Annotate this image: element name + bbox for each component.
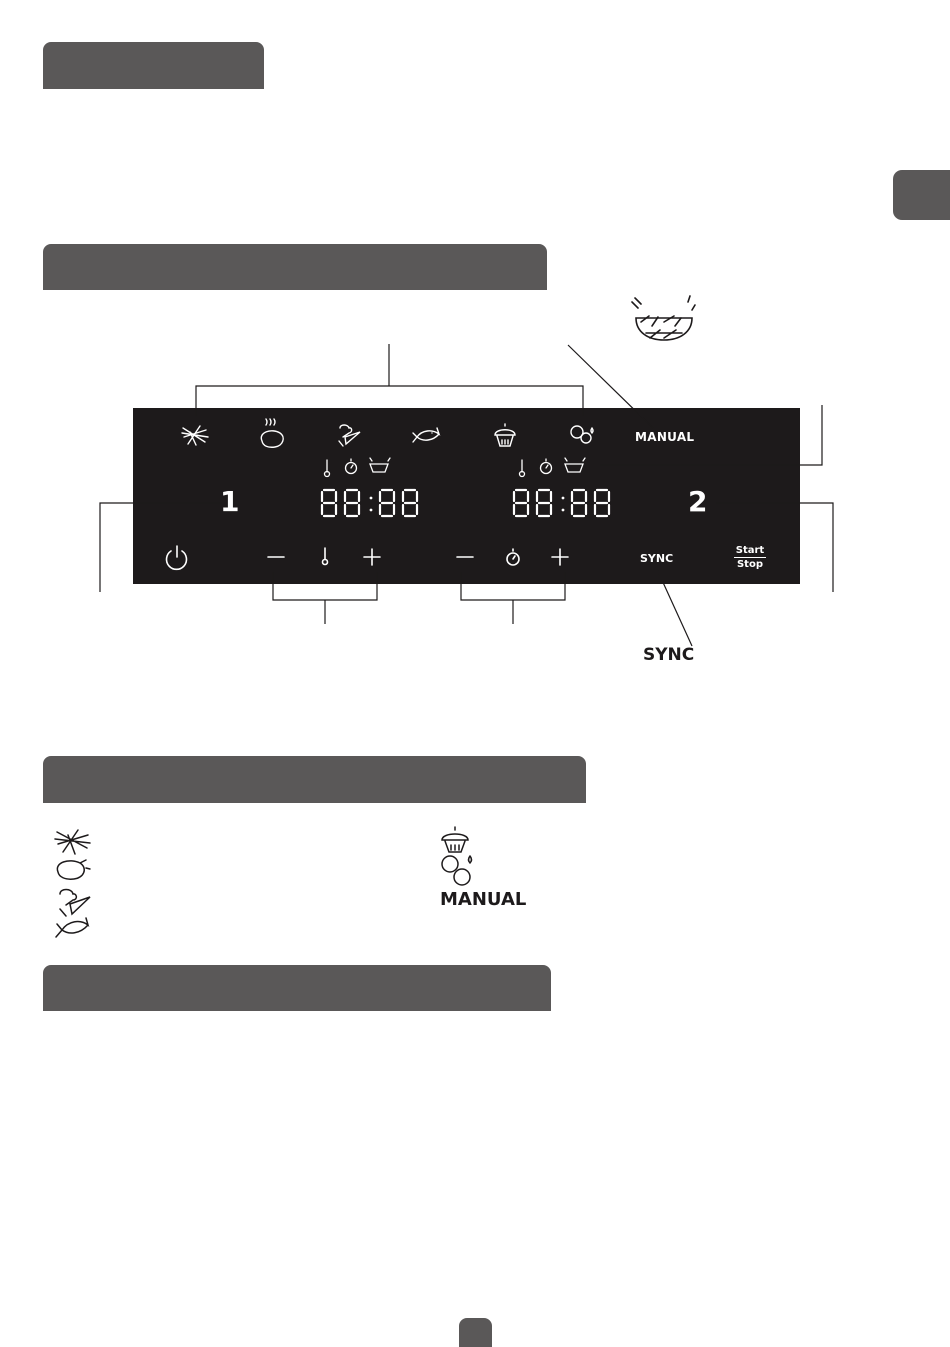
start-stop-button[interactable]	[734, 544, 766, 571]
temp-thermometer-icon	[323, 548, 328, 565]
timer-icon	[346, 459, 357, 474]
shake-basket-icon	[632, 296, 695, 340]
power-icon[interactable]	[167, 546, 187, 569]
temp-plus-icon[interactable]	[364, 549, 380, 565]
legend-dehydrate-icon	[442, 856, 472, 885]
time-plus-icon[interactable]	[552, 549, 568, 565]
time-timer-icon	[507, 549, 519, 565]
shake-icon	[565, 458, 585, 472]
chicken-icon[interactable]	[261, 419, 283, 447]
thermometer-icon	[325, 460, 330, 477]
legend-chicken-icon	[57, 860, 90, 879]
legend-fries-icon	[55, 830, 90, 854]
shake-icon	[370, 458, 390, 472]
legend-fish-icon	[56, 918, 88, 937]
legend-manual-label: MANUAL	[440, 889, 527, 910]
sync-button[interactable]: SYNC	[640, 552, 674, 565]
fries-icon[interactable]	[182, 426, 208, 445]
muffin-icon[interactable]	[495, 424, 515, 446]
zone-2-number: 2	[688, 485, 708, 518]
manual-button[interactable]: MANUAL	[635, 430, 695, 444]
stop-label: Stop	[736, 559, 763, 570]
display-left	[322, 490, 417, 516]
timer-icon	[541, 459, 552, 474]
display-right	[514, 490, 609, 516]
sync-callout-label: SYNC	[643, 645, 695, 665]
dehydrate-icon[interactable]	[571, 426, 593, 443]
zone-1-number: 1	[220, 485, 240, 518]
legend-muffin-icon	[442, 827, 468, 852]
legend-vegetables-icon	[60, 890, 90, 917]
fish-icon[interactable]	[413, 428, 439, 442]
callout-lines	[100, 344, 833, 646]
start-label: Start	[735, 545, 765, 556]
thermometer-icon	[520, 460, 525, 477]
vegetables-icon[interactable]	[339, 425, 360, 446]
